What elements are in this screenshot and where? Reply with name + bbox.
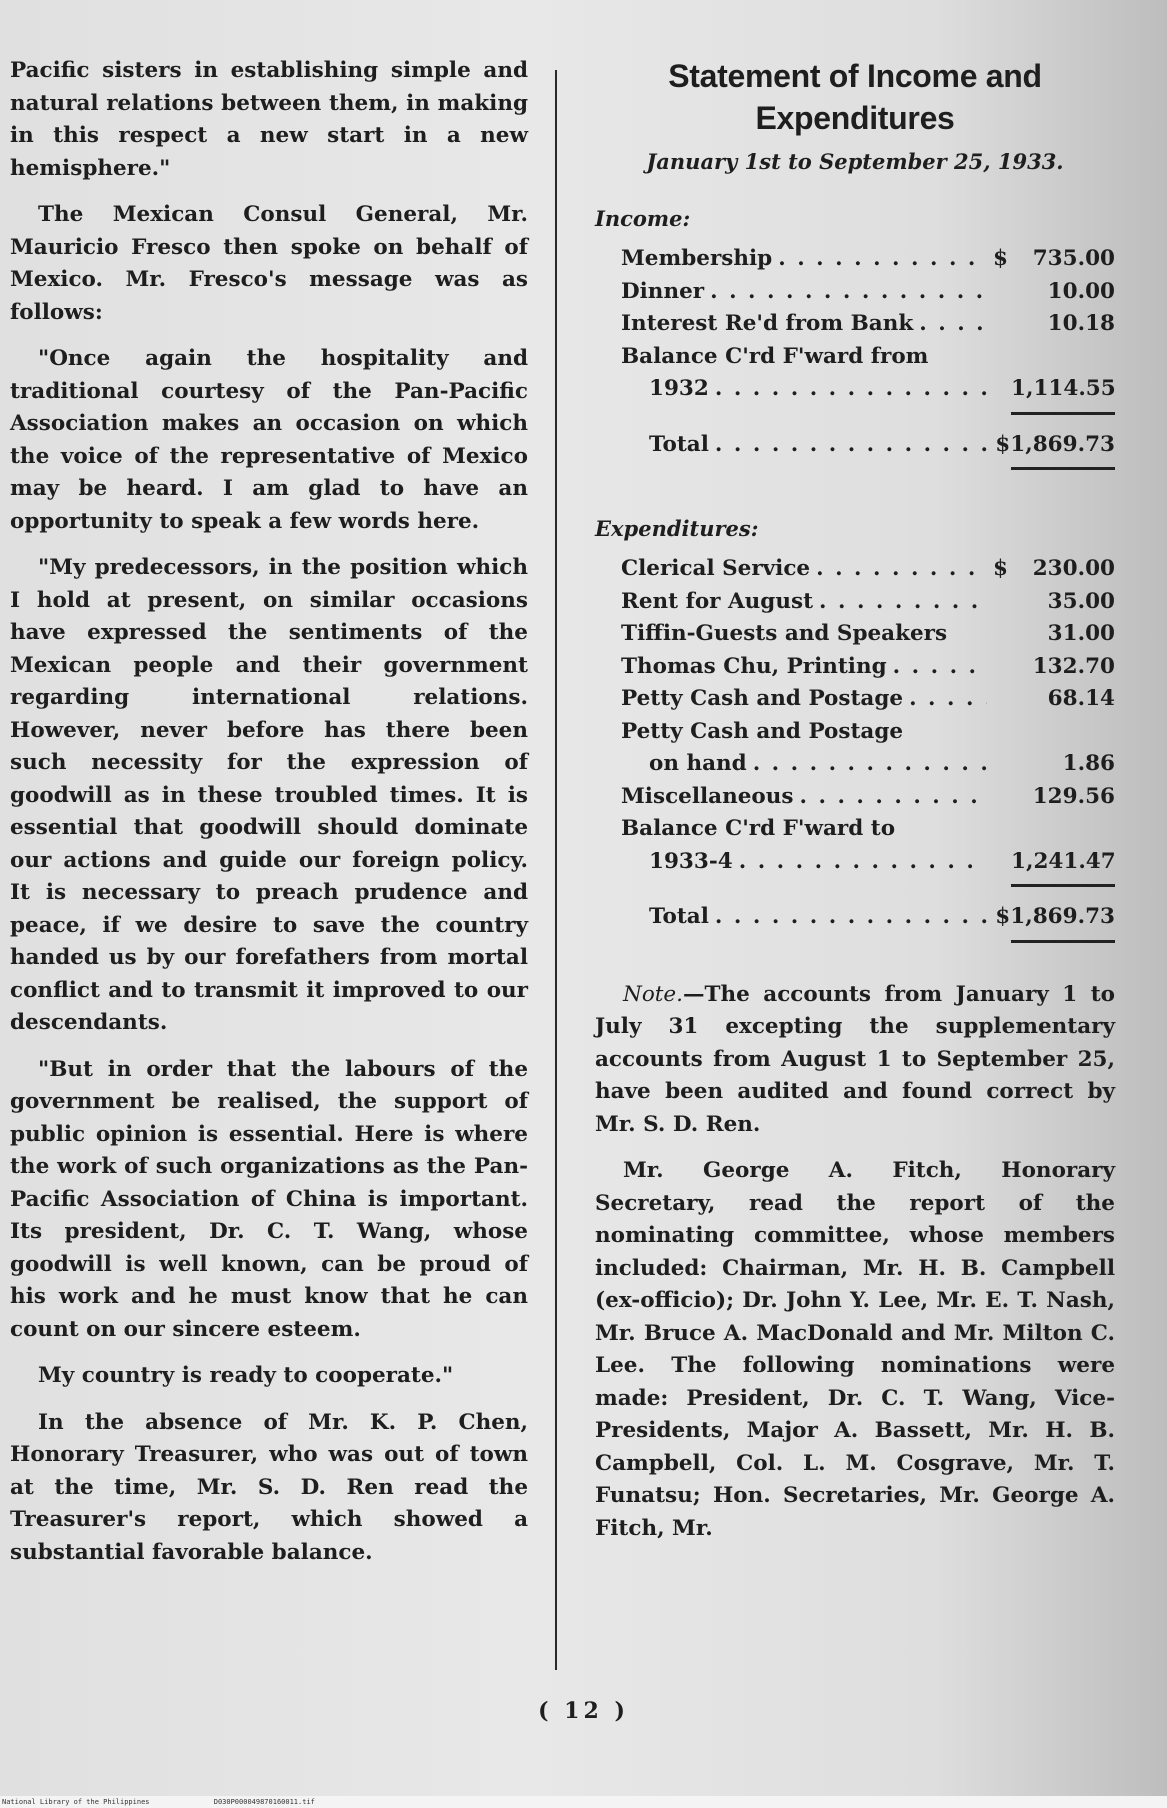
income-total-amount: $1,869.73 [995,431,1115,457]
ledger-row: Dinner . . . 10.00 [621,276,1115,309]
ledger-row: 1932 . . . 1,114.55 [621,373,1115,406]
statement-title [595,55,1115,139]
ledger-row: Balance C'rd F'ward from [621,343,929,369]
expenditures-total-label: Total [649,904,709,929]
nominating-paragraph: Mr. George A. Fitch, Honorary Secretary, read the report of the nominating committee, whose members included: Chairman, Mr. H. B. Campbell (ex-officio); Dr. John Y. Lee, Mr. E. T. Nash, Mr. Bruce A. MacDonald and Mr. Milton C. Lee. The following nominations were made: President, Dr. C. T. Wang, Vice-Presidents, Major A. Bassett, Mr. H. B. Campbell, Col. L. M. Cosgrave, Mr. T. Funatsu; Hon. Secretaries, Mr. George A. Fitch, Mr. [595,1158,1115,1541]
left-paragraph-2: The Mexican Consul General, Mr. Mauricio Fresco then spoke on behalf of Mexico. Mr. Fresco's message was as follows: [10,202,528,325]
left-paragraph-6: My country is ready to cooperate." [38,1363,454,1388]
ledger-row: Miscellaneous . . . 129.56 [621,781,1115,814]
column-divider [555,70,557,1670]
left-paragraph-5: "But in order that the labours of the government be realised, the support of public opinion is essential. Here is where the work of such organizations as the Pan-Pacific Association of China is important. Its president, Dr. C. T. Wang, whose goodwill is well known, can be proud of his work and he must know that he can count on our sincere esteem. [10,1056,528,1342]
income-total-row [621,429,1115,462]
income-total-label: Total [649,431,709,457]
left-column [10,55,528,1583]
audit-note [595,979,1115,1142]
ledger-row: Clerical Service . . . $ 230.00 [621,553,1115,586]
statement-title-line-1: Statement of Income and [668,58,1042,94]
right-column-text [595,979,1115,1546]
ledger-row: Tiffin-Guests and Speakers 31.00 [621,621,1115,646]
income-heading: Income: [595,206,691,231]
expenditures-total-amount: $1,869.73 [995,904,1115,929]
income-subtotal-rule [1011,412,1115,415]
statement-period: January 1st to September 25, 1933. [646,149,1064,174]
page-number: ( 12 ) [538,1698,629,1724]
left-paragraph-4: "My predecessors, in the position which I hold at present, on similar occasions have expressed the sentiments of the Mexican people and their government regarding international relations. However, never before has there been such necessity for the expression of goodwill as in these troubled times. It is essential that goodwill should dominate our actions and guide our foreign policy. It is necessary to preach prudence and peace, if we desire to save the country handed us by our forefathers from mortal conflict and to transmit it improved to our descendants. [10,555,528,1035]
expenditures-ledger [621,553,1115,943]
ledger-row: Rent for August . . . 35.00 [621,586,1115,619]
ledger-row: 1933-4 . . . 1,241.47 [621,846,1115,879]
expenditures-heading: Expenditures: [595,516,759,541]
ledger-row: Thomas Chu, Printing . . . 132.70 [621,651,1115,684]
scan-footer [0,1796,1167,1808]
ledger-row: Petty Cash and Postage [621,718,904,744]
footer-file-id: D030P000049870160011.tif [213,1798,315,1806]
footer-library: National Library of the Philippines [2,1798,150,1806]
income-ledger [621,243,1115,470]
expenditures-subtotal-rule [1011,884,1115,887]
ledger-row: Membership . . . $ 735.00 [621,243,1115,276]
ledger-row: Balance C'rd F'ward to [621,816,896,841]
note-text: —The accounts from January 1 to July 31 excepting the supplementary accounts from August 1 to September 25, have been audited and found correct by Mr. S. D. Ren. [595,981,1115,1137]
ledger-row: on hand . . . 1.86 [621,748,1115,781]
ledger-row: Interest Re'd from Bank . . . 10.18 [621,308,1115,341]
expenditures-total-rule [1011,940,1115,943]
note-label: Note. [623,981,683,1007]
income-total-rule [1011,467,1115,470]
right-column [595,55,1115,1559]
ledger-row: Petty Cash and Postage . . . 68.14 [621,683,1115,716]
left-paragraph-3: "Once again the hospitality and traditional courtesy of the Pan-Pacific Association makes an occasion on which the voice of the representative of Mexico may be heard. I am glad to have an opportunity to speak a few words here. [10,346,528,534]
left-paragraph-7: In the absence of Mr. K. P. Chen, Honorary Treasurer, who was out of town at the time, Mr. S. D. Ren read the Treasurer's report, which showed a substantial favorable balance. [10,1409,528,1565]
statement-title-line-2: Expenditures [755,100,955,136]
expenditures-total-row [621,901,1115,934]
left-paragraph-1: Pacific sisters in establishing simple and natural relations between them, in making in this respect a new start in a new hemisphere." [10,58,528,181]
